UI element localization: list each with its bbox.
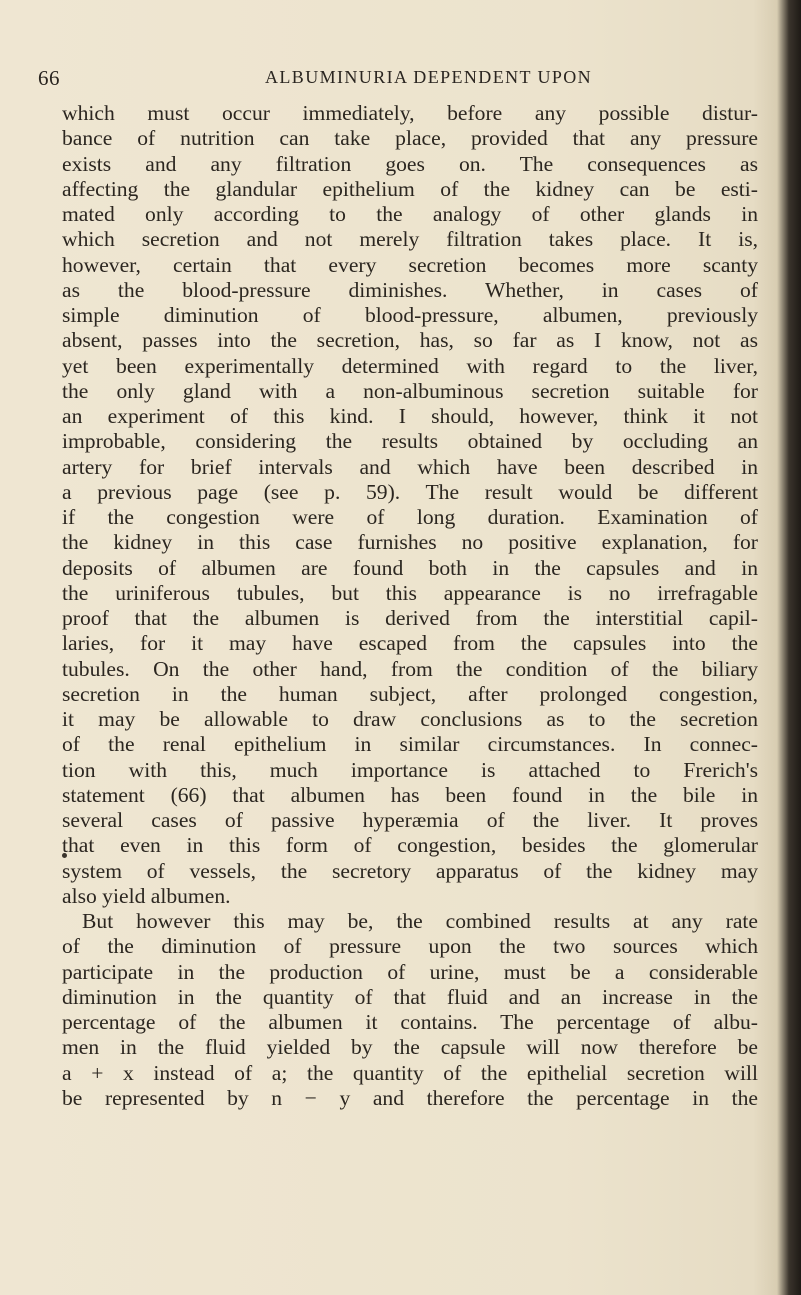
text-line: if the congestion were of long duration. Examination of xyxy=(62,505,758,529)
text-line: absent, passes into the secretion, has, so far as I know, not as xyxy=(62,328,758,353)
text-line: that even in this form of congestion, besides the glomerular xyxy=(62,833,758,858)
text-line: simple diminution of blood-pressure, albumen, previously xyxy=(62,303,758,327)
text-line: a previous page (see p. 59). The result would be different xyxy=(62,479,758,504)
text-line: be represented by n − y and therefore the percentage in the xyxy=(62,1085,758,1110)
text-line: diminution in the quantity of that fluid and an increase in the xyxy=(62,984,758,1009)
text-line: statement (66) that albumen has been found in the bile in xyxy=(62,782,758,807)
text-line: yet been experimentally determined with regard to the liver, xyxy=(62,353,758,378)
text-line: affecting the glandular epithelium of the kidney can be esti- xyxy=(62,176,758,201)
text-line: improbable, considering the results obtained by occluding an xyxy=(62,429,758,454)
paragraph-end-line: also yield albumen. xyxy=(62,883,231,908)
body-text xyxy=(62,101,758,1111)
paragraph-start-line: But however this may be, the combined results at any rate xyxy=(82,909,758,933)
text-line: the only gland with a non-albuminous secretion suitable for xyxy=(62,378,758,403)
text-line: proof that the albumen is derived from the interstitial capil- xyxy=(62,606,758,630)
text-line: mated only according to the analogy of other glands in xyxy=(62,202,758,226)
text-line: secretion in the human subject, after prolonged congestion, xyxy=(62,681,758,706)
text-line: bance of nutrition can take place, provided that any pressure xyxy=(62,126,758,151)
text-line: percentage of the albumen it contains. The percentage of albu- xyxy=(62,1010,758,1034)
text-line: it may be allowable to draw conclusions as to the secretion xyxy=(62,707,758,731)
text-line: tion with this, much importance is attached to Frerich's xyxy=(62,757,758,782)
text-line: of the renal epithelium in similar circumstances. In connec- xyxy=(62,732,758,757)
text-line: the kidney in this case furnishes no positive explanation, for xyxy=(62,530,758,555)
page-header xyxy=(38,66,758,96)
text-line: several cases of passive hyperæmia of the liver. It proves xyxy=(62,808,758,832)
text-line: the uriniferous tubules, but this appearance is no irrefragable xyxy=(62,580,758,605)
text-line: laries, for it may have escaped from the capsules into the xyxy=(62,631,758,656)
text-line: which must occur immediately, before any possible distur- xyxy=(62,101,758,125)
text-line: which secretion and not merely filtration takes place. It is, xyxy=(62,227,758,252)
text-line: participate in the production of urine, must be a considerable xyxy=(62,959,758,984)
running-title: ALBUMINURIA DEPENDENT UPON xyxy=(265,67,593,87)
text-line: however, certain that every secretion becomes more scanty xyxy=(62,252,758,277)
text-line: of the diminution of pressure upon the two sources which xyxy=(62,934,758,959)
text-line: system of vessels, the secretory apparatus of the kidney may xyxy=(62,858,758,883)
text-line: exists and any filtration goes on. The consequences as xyxy=(62,151,758,176)
text-line: a + x instead of a; the quantity of the epithelial secretion will xyxy=(62,1060,758,1085)
text-line: an experiment of this kind. I should, however, think it not xyxy=(62,404,758,428)
text-line: deposits of albumen are found both in the capsules and in xyxy=(62,555,758,580)
page-number: 66 xyxy=(38,66,60,90)
text-line: as the blood-pressure diminishes. Whether, in cases of xyxy=(62,277,758,302)
text-line: tubules. On the other hand, from the condition of the biliary xyxy=(62,656,758,681)
text-line: men in the fluid yielded by the capsule will now therefore be xyxy=(62,1035,758,1060)
text-line: artery for brief intervals and which have been described in xyxy=(62,454,758,479)
